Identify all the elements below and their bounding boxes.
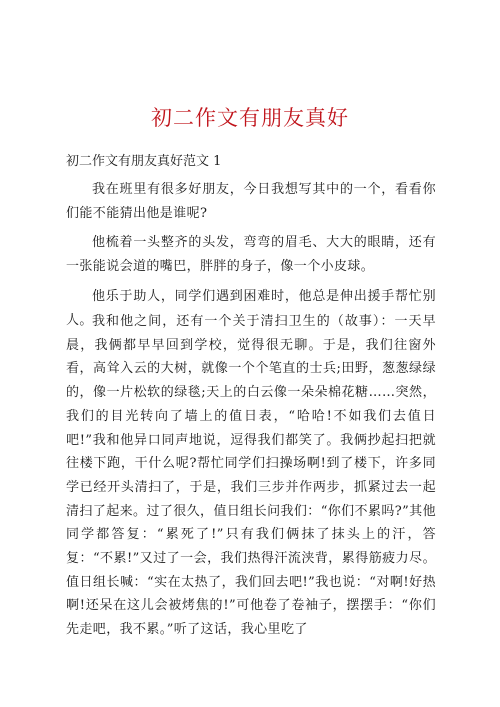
paragraph: 他梳着一头整齐的头发，弯弯的眉毛、大大的眼睛，还有一张能说会道的嘴巴，胖胖的身子，像一个小皮球。 — [66, 235, 436, 274]
paragraph: 我和他之间，还有一个关于清扫卫生的（故事）：一天早晨，我俩都早早回到学校，觉得很无聊。于是，我们往窗外看，高耸入云的大树，就像一个个笔直的士兵;田野，葱葱绿绿的，像一片松软的绿毯;天上的白云像一朵朵棉花糖……突然，我们的目光转向了墙上的值日表，“哈哈!不如我们去值日吧!”我和他异口同声地说，逗得我们都笑了。我俩抄起扫把就往楼下跑，干什么呢?帮忙同学们扫操场啊!到了楼下，许多同学已经开头清扫了，于是，我们三步并作两步，抓紧过去一起清扫了起来。过了很久，值日组长问我们：“你们不累吗?”其他同学都答复：“累死了!”只有我们俩抹了抹头上的汗，答复：“不累!”又过了一会，我们热得汗流浃背，累得筋疲力尽。值日组长喊：“实在太热了，我们回去吧!”我也说：“对啊!好热啊!还呆在这儿会被烤焦的!”可他卷了卷袖子，摆摆手：“你们先走吧，我不累。”听了这话，我心里吃了 — [66, 314, 436, 638]
document-subtitle: 初二作文有朋友真好范文 1 — [66, 154, 222, 169]
document-title: 初二作文有朋友真好 — [151, 106, 349, 130]
paragraph: 他乐于助人，同学们遇到困难时，他总是伸出援手帮忙别人。 — [66, 289, 436, 328]
paragraph: 我在班里有很多好朋友，今日我想写其中的一个，看看你们能不能猜出他是谁呢? — [66, 182, 436, 221]
